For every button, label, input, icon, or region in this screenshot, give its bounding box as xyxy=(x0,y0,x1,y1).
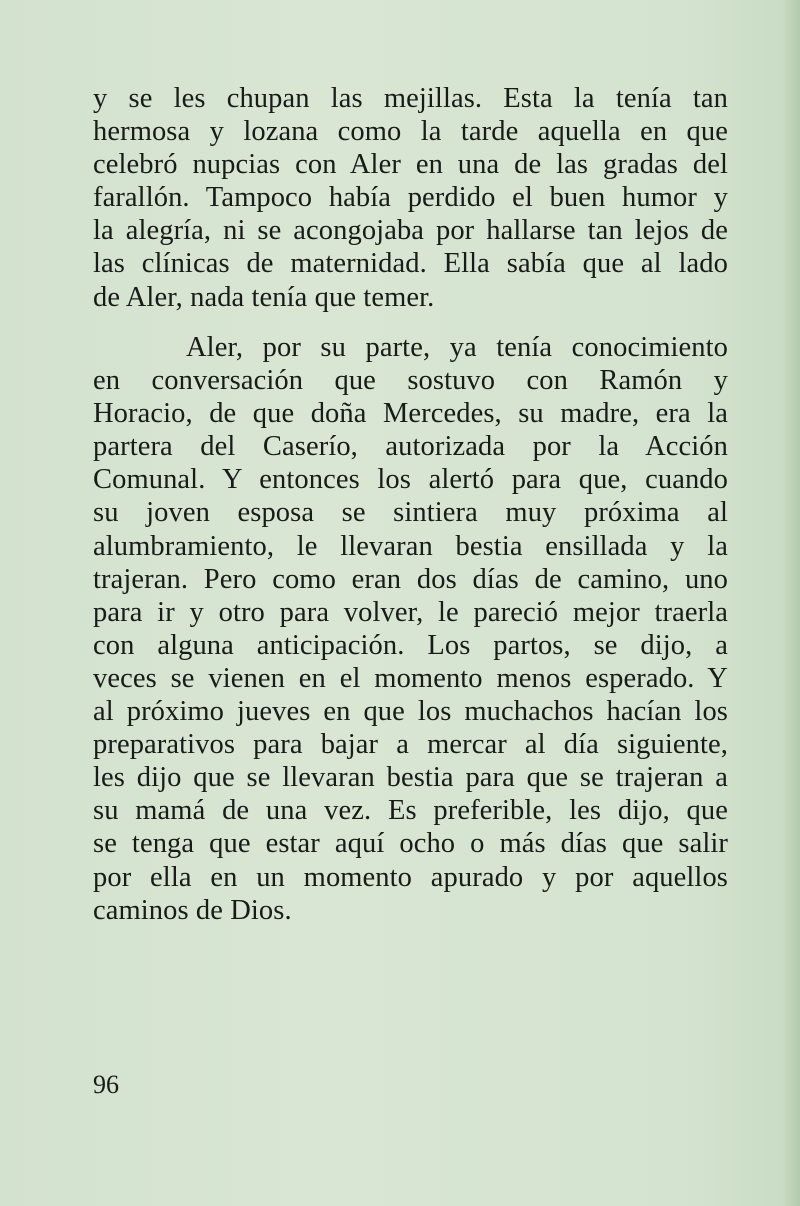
text-line: Comunal. Y entonces los alertó para que, cuando xyxy=(93,464,728,496)
text-line: preparativos para bajar a mercar al día siguiente, xyxy=(93,729,728,761)
text-line: Aler, por su parte, ya tenía conocimiento xyxy=(186,332,728,363)
text-line: se tenga que estar aquí ocho o más días que salir xyxy=(93,828,728,860)
text-line: de Aler, nada tenía que temer. xyxy=(93,281,435,313)
text-line: les dijo que se llevaran bestia para que se trajeran a xyxy=(93,762,728,794)
text-line: hermosa y lozana como la tarde aquella en que xyxy=(93,116,728,148)
paragraph-1 xyxy=(93,82,728,314)
text-line: alumbramiento, le llevaran bestia ensillada y la xyxy=(93,530,728,562)
text-line: Horacio, de que doña Mercedes, su madre, era la xyxy=(93,398,728,430)
text-line: su joven esposa se sintiera muy próxima al xyxy=(93,497,728,529)
text-line: al próximo jueves en que los muchachos hacían los xyxy=(93,696,728,728)
text-line: y se les chupan las mejillas. Esta la tenía tan xyxy=(93,83,728,114)
text-line: en conversación que sostuvo con Ramón y xyxy=(93,365,728,397)
text-line: veces se vienen en el momento menos esperado. Y xyxy=(93,662,728,694)
text-line: por ella en un momento apurado y por aquellos xyxy=(93,861,728,893)
text-line: su mamá de una vez. Es preferible, les dijo, que xyxy=(93,795,728,827)
text-line: trajeran. Pero como eran dos días de camino, uno xyxy=(93,563,728,595)
text-line: para ir y otro para volver, le pareció mejor traerla xyxy=(93,596,728,628)
text-line: con alguna anticipación. Los partos, se dijo, a xyxy=(93,629,728,661)
text-line: celebró nupcias con Aler en una de las gradas del xyxy=(93,149,728,181)
page-edge-shadow xyxy=(782,0,800,1206)
text-line: caminos de Dios. xyxy=(93,894,292,926)
text-line: partera del Caserío, autorizada por la Acción xyxy=(93,431,728,463)
text-line: la alegría, ni se acongojaba por hallarse tan lejos de xyxy=(93,215,728,247)
paragraph-2 xyxy=(93,331,728,927)
text-line: farallón. Tampoco había perdido el buen humor y xyxy=(93,182,728,214)
page-number: 96 xyxy=(93,1070,119,1099)
text-line: las clínicas de maternidad. Ella sabía que al lado xyxy=(93,248,728,280)
